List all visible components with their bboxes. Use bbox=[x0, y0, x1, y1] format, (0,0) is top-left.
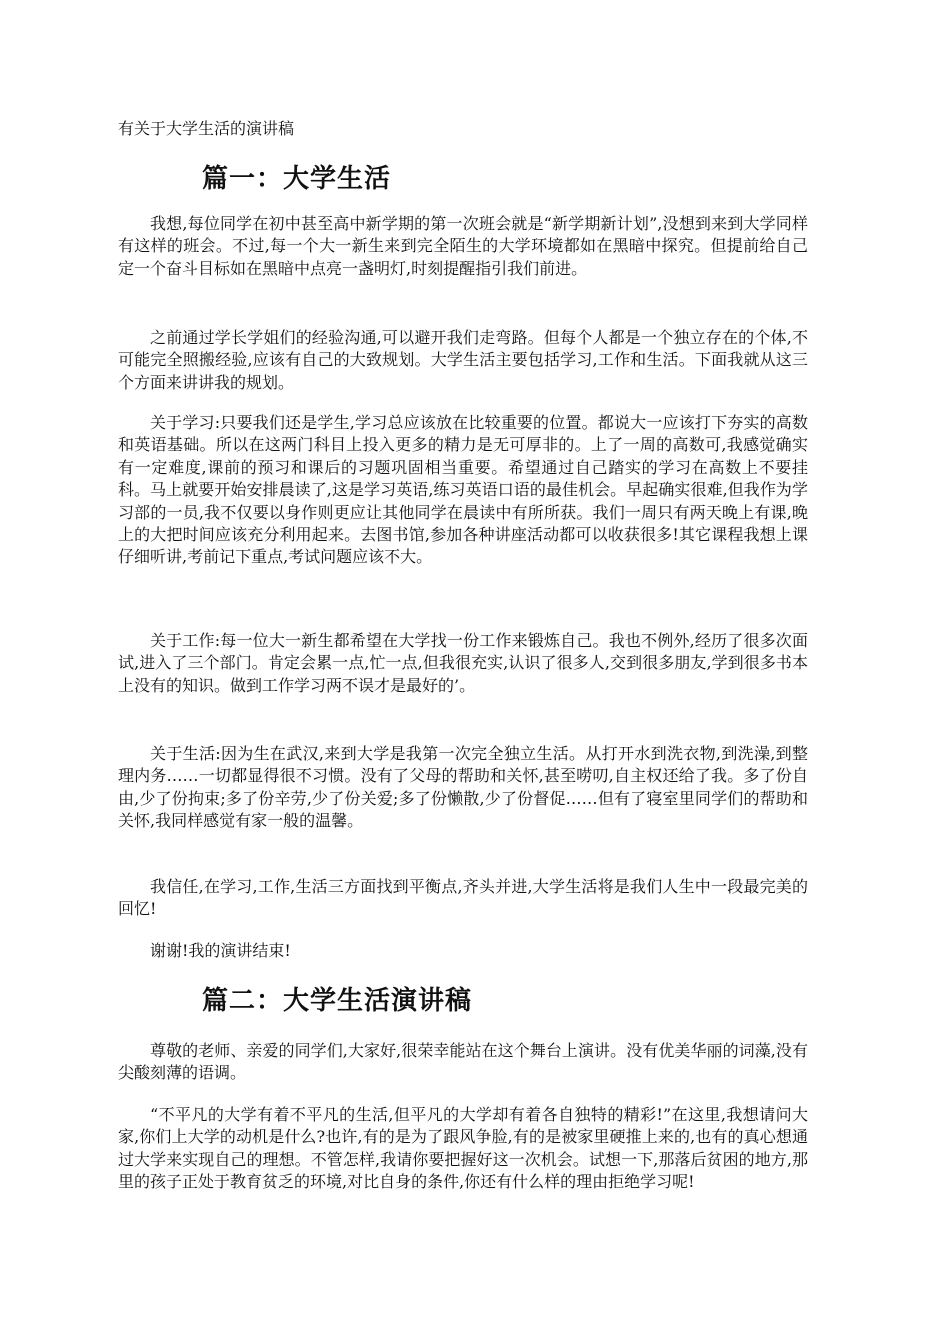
paragraph: “不平凡的大学有着不平凡的生活,但平凡的大学却有着各自独特的精彩!”在这里,我想请问大家,你们上大学的动机是什么?也许,有的是为了跟风争脸,有的是被家里硬推上来的,也有的真心想通过大学来实现自己的理想。不管怎样,我请你要把握好这一次机会。试想一下,那落后贫困的地方,那里的孩子正处于教育贫乏的环境,对比自身的条件,你还有什么样的理由拒绝学习呢! bbox=[118, 1105, 808, 1192]
paragraph: 之前通过学长学姐们的经验沟通,可以避开我们走弯路。但每个人都是一个独立存在的个体,不可能完全照搬经验,应该有自己的大致规划。大学生活主要包括学习,工作和生活。下面我就从这三个方面来讲讲我的规划。 bbox=[118, 328, 808, 392]
paragraph: 谢谢!我的演讲结束! bbox=[150, 941, 291, 960]
section-heading-2: 篇二：大学生活演讲稿 bbox=[202, 986, 473, 1016]
paragraph: 我信任,在学习,工作,生活三方面找到平衡点,齐头并进,大学生活将是我们人生中一段最完美的回忆! bbox=[118, 877, 808, 919]
section-heading-1: 篇一：大学生活 bbox=[202, 164, 392, 194]
paragraph: 尊敬的老师、亲爱的同学们,大家好,很荣幸能站在这个舞台上演讲。没有优美华丽的词藻,没有尖酸刻薄的语调。 bbox=[118, 1041, 808, 1083]
paragraph: 关于学习:只要我们还是学生,学习总应该放在比较重要的位置。都说大一应该打下夯实的高数和英语基础。所以在这两门科目上投入更多的精力是无可厚非的。上了一周的高数可,我感觉确实有一定难度,课前的预习和课后的习题巩固相当重要。希望通过自己踏实的学习在高数上不要挂科。马上就要开始安排晨读了,这是学习英语,练习英语口语的最佳机会。早起确实很难,但我作为学习部的一员,我不仅要以身作则更应让其他同学在晨读中有所所获。我们一周只有两天晚上有课,晚上的大把时间应该充分利用起来。去图书馆,参加各种讲座活动都可以收获很多!其它课程我想上课仔细听讲,考前记下重点,考试问题应该不大。 bbox=[118, 413, 808, 567]
document-title: 有关于大学生活的演讲稿 bbox=[118, 119, 295, 138]
paragraph: 关于生活:因为生在武汉,来到大学是我第一次完全独立生活。从打开水到洗衣物,到洗澡,到整理内务……一切都显得很不习惯。没有了父母的帮助和关怀,甚至唠叨,自主权还给了我。多了份自由,少了份拘束;多了份辛劳,少了份关爱;多了份懒散,少了份督促……但有了寝室里同学们的帮助和关怀,我同样感觉有家一般的温馨。 bbox=[118, 744, 808, 831]
paragraph: 关于工作:每一位大一新生都希望在大学找一份工作来锻炼自己。我也不例外,经历了很多次面试,进入了三个部门。肯定会累一点,忙一点,但我很充实,认识了很多人,交到很多朋友,学到很多书本上没有的知识。做到工作学习两不误才是最好的’。 bbox=[118, 631, 808, 695]
paragraph: 我想,每位同学在初中甚至高中新学期的第一次班会就是“新学期新计划”,没想到来到大学同样有这样的班会。不过,每一个大一新生来到完全陌生的大学环境都如在黑暗中探究。但提前给自己定一个奋斗目标如在黑暗中点亮一盏明灯,时刻提醒指引我们前进。 bbox=[118, 214, 808, 278]
